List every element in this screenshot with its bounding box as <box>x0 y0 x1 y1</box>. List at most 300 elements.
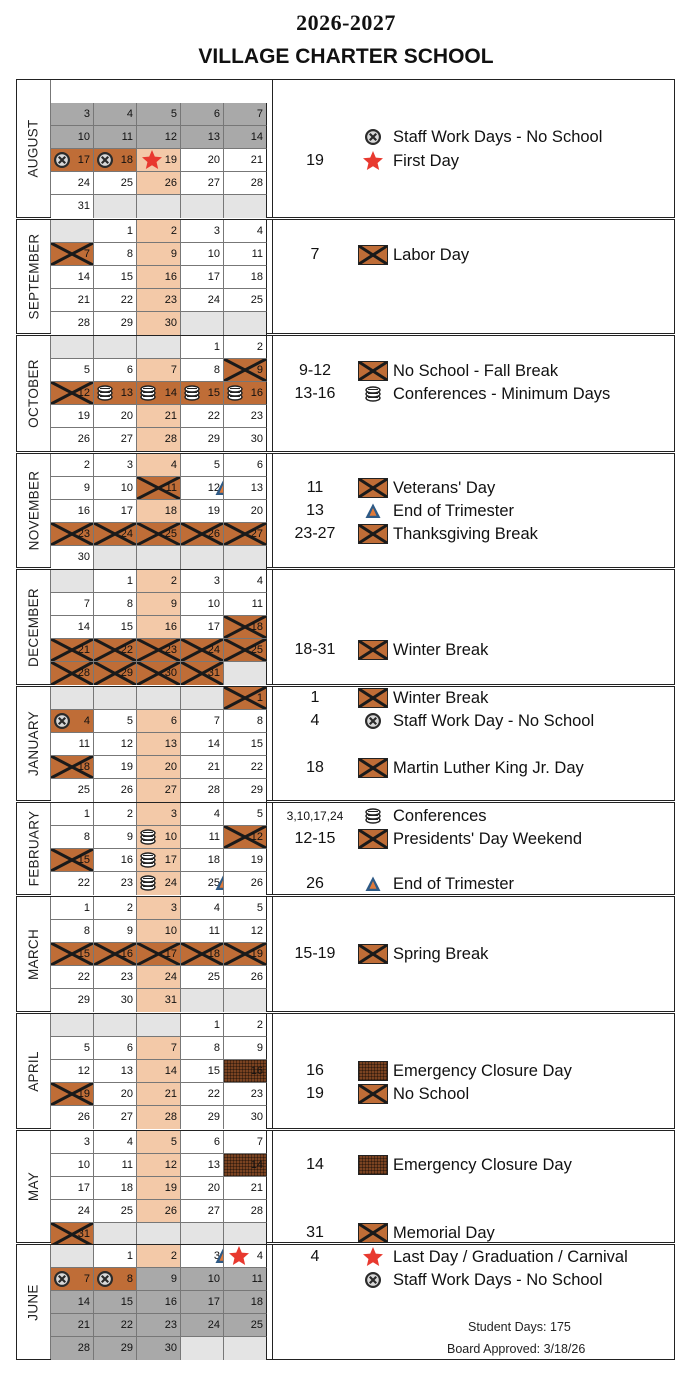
day-number: 30 <box>250 433 263 445</box>
day-cell <box>224 289 267 312</box>
day-number: 9 <box>83 482 90 494</box>
day-cell <box>224 966 267 989</box>
day-cell <box>51 1037 94 1060</box>
month-label <box>17 687 51 800</box>
event-date: 12-15 <box>294 830 336 847</box>
day-cell <box>224 336 267 359</box>
day-number: 29 <box>120 317 133 329</box>
day-number: 20 <box>207 154 220 166</box>
day-cell <box>181 710 224 733</box>
day-cell <box>94 382 137 405</box>
month-events <box>272 803 674 894</box>
event-text: Conferences - Minimum Days <box>393 384 611 403</box>
day-cell <box>181 966 224 989</box>
day-number: 30 <box>77 551 90 563</box>
day-cell <box>94 897 137 920</box>
day-number: 21 <box>77 294 90 306</box>
day-number: 25 <box>250 1319 263 1331</box>
conferences-icon <box>139 828 157 849</box>
week-row <box>51 1060 267 1083</box>
day-number: 14 <box>164 387 177 399</box>
day-cell <box>181 172 224 195</box>
day-cell <box>137 989 181 1012</box>
empty-day-cell <box>181 195 224 218</box>
day-cell <box>94 103 137 126</box>
day-cell <box>224 920 267 943</box>
day-cell <box>181 1200 224 1223</box>
no-school-icon <box>357 639 389 661</box>
day-number: 10 <box>207 1273 220 1285</box>
day-number: 13 <box>250 482 263 494</box>
week-row <box>51 382 267 405</box>
day-cell <box>181 405 224 428</box>
month-events <box>272 220 674 333</box>
day-number: 25 <box>250 644 263 656</box>
day-cell <box>94 710 137 733</box>
week-row <box>51 639 267 662</box>
day-number: 2 <box>170 225 177 237</box>
month-label <box>17 454 51 567</box>
day-cell <box>51 1154 94 1177</box>
empty-day-cell <box>51 1245 94 1268</box>
day-cell <box>137 149 181 172</box>
day-number: 3 <box>213 575 220 587</box>
event-text: Presidents' Day Weekend <box>393 829 583 848</box>
day-cell <box>137 126 181 149</box>
day-number: 3 <box>213 225 220 237</box>
day-number: 1 <box>126 575 133 587</box>
day-number: 10 <box>77 1159 90 1171</box>
day-cell <box>137 454 181 477</box>
day-number: 14 <box>250 131 263 143</box>
event-text: No School <box>393 1084 470 1103</box>
month-grid <box>51 897 267 1012</box>
day-number: 7 <box>83 1273 90 1285</box>
event-text: Veterans' Day <box>393 478 496 497</box>
day-number: 24 <box>164 971 177 983</box>
day-number: 1 <box>213 341 220 353</box>
day-number: 19 <box>250 854 263 866</box>
day-number: 16 <box>164 621 177 633</box>
day-cell <box>51 126 94 149</box>
day-cell <box>137 289 181 312</box>
day-number: 11 <box>251 248 263 260</box>
month-grid <box>51 454 267 569</box>
day-number: 31 <box>164 994 177 1006</box>
day-cell <box>137 477 181 500</box>
event-date: 31 <box>306 1224 324 1241</box>
conferences-icon <box>139 384 157 405</box>
month-grid <box>51 687 267 802</box>
day-number: 16 <box>164 271 177 283</box>
day-number: 12 <box>77 387 90 399</box>
day-number: 25 <box>120 1205 133 1217</box>
no-school-icon <box>357 1083 389 1105</box>
day-number: 24 <box>207 294 220 306</box>
day-cell <box>181 359 224 382</box>
month-name: FEBRUARY <box>26 810 42 887</box>
week-row <box>51 616 267 639</box>
day-number: 1 <box>126 1250 133 1262</box>
day-cell <box>181 1037 224 1060</box>
empty-day-cell <box>181 1337 224 1360</box>
conferences-icon <box>226 384 244 405</box>
week-row <box>51 756 267 779</box>
day-cell <box>51 359 94 382</box>
day-number: 29 <box>120 1342 133 1354</box>
day-number: 23 <box>77 528 90 540</box>
day-number: 28 <box>250 177 263 189</box>
month-august <box>16 79 675 218</box>
event-row <box>273 477 495 499</box>
day-number: 4 <box>126 1136 133 1148</box>
day-cell <box>137 710 181 733</box>
day-number: 11 <box>121 1159 133 1171</box>
day-number: 10 <box>164 925 177 937</box>
day-cell <box>224 593 267 616</box>
day-number: 29 <box>250 784 263 796</box>
day-cell <box>224 826 267 849</box>
week-row <box>51 943 267 966</box>
month-name: SEPTEMBER <box>26 233 41 320</box>
star-icon <box>228 1245 250 1268</box>
month-label <box>17 570 51 684</box>
day-cell <box>94 616 137 639</box>
event-text: Spring Break <box>393 944 489 963</box>
event-row <box>273 828 582 850</box>
day-cell <box>51 149 94 172</box>
day-number: 15 <box>207 387 220 399</box>
event-row <box>273 1246 628 1268</box>
day-cell <box>137 359 181 382</box>
month-december <box>16 569 675 685</box>
day-cell <box>137 639 181 662</box>
day-cell <box>224 1245 267 1268</box>
event-text: Thanksgiving Break <box>393 524 538 543</box>
month-label <box>17 1245 51 1359</box>
day-cell <box>181 639 224 662</box>
day-cell <box>137 570 181 593</box>
day-cell <box>94 243 137 266</box>
month-january <box>16 686 675 801</box>
day-cell <box>137 243 181 266</box>
day-cell <box>94 593 137 616</box>
day-number: 12 <box>77 1065 90 1077</box>
day-number: 24 <box>164 877 177 889</box>
event-date: 9-12 <box>298 362 332 379</box>
day-cell <box>224 943 267 966</box>
event-row <box>273 1083 469 1105</box>
day-number: 10 <box>164 831 177 843</box>
month-name: DECEMBER <box>26 587 42 667</box>
month-grid <box>51 803 267 895</box>
empty-day-cell <box>181 546 224 569</box>
empty-day-cell <box>51 687 94 710</box>
day-number: 23 <box>164 644 177 656</box>
day-cell <box>51 1060 94 1083</box>
day-cell <box>51 1083 94 1106</box>
day-number: 17 <box>164 948 177 960</box>
day-number: 23 <box>164 1319 177 1331</box>
day-cell <box>51 195 94 218</box>
day-cell <box>51 1200 94 1223</box>
week-row <box>51 803 267 826</box>
day-cell <box>224 1037 267 1060</box>
week-row <box>51 1291 267 1314</box>
day-number: 28 <box>207 784 220 796</box>
day-cell <box>51 428 94 451</box>
day-cell <box>224 220 267 243</box>
day-cell <box>51 1314 94 1337</box>
day-number: 7 <box>256 108 263 120</box>
day-cell <box>94 1337 137 1360</box>
day-cell <box>181 1083 224 1106</box>
day-cell <box>51 710 94 733</box>
month-grid <box>51 1014 267 1129</box>
day-number: 31 <box>77 1228 90 1240</box>
day-cell <box>94 1154 137 1177</box>
day-cell <box>181 454 224 477</box>
day-number: 20 <box>250 505 263 517</box>
day-cell <box>137 1106 181 1129</box>
end-of-trimester-icon <box>357 500 389 522</box>
staff-work-day-icon <box>96 1270 114 1291</box>
no-school-icon <box>357 687 389 709</box>
day-number: 14 <box>77 271 90 283</box>
day-cell <box>94 989 137 1012</box>
day-number: 24 <box>77 177 90 189</box>
day-number: 2 <box>170 575 177 587</box>
day-number: 8 <box>126 598 133 610</box>
day-number: 27 <box>164 784 177 796</box>
day-number: 25 <box>250 294 263 306</box>
day-cell <box>181 872 224 895</box>
day-number: 28 <box>164 1111 177 1123</box>
no-school-icon <box>357 943 389 965</box>
conferences-icon <box>183 384 201 405</box>
week-row <box>51 172 267 195</box>
day-cell <box>94 1037 137 1060</box>
day-number: 6 <box>126 364 133 376</box>
month-label <box>17 220 51 333</box>
day-number: 18 <box>164 505 177 517</box>
event-text: Emergency Closure Day <box>393 1155 572 1174</box>
day-cell <box>181 149 224 172</box>
day-number: 19 <box>250 948 263 960</box>
day-number: 19 <box>164 154 177 166</box>
day-cell <box>137 1083 181 1106</box>
day-cell <box>94 405 137 428</box>
day-cell <box>224 1154 267 1177</box>
event-row <box>273 1060 572 1082</box>
week-row <box>51 195 267 218</box>
day-number: 14 <box>250 1159 263 1171</box>
day-number: 4 <box>170 459 177 471</box>
day-cell <box>51 382 94 405</box>
day-cell <box>137 1268 181 1291</box>
day-number: 28 <box>77 667 90 679</box>
empty-day-cell <box>51 1014 94 1037</box>
empty-day-cell <box>94 1223 137 1246</box>
week-row <box>51 359 267 382</box>
week-row <box>51 1083 267 1106</box>
day-number: 4 <box>213 808 220 820</box>
day-number: 9 <box>170 598 177 610</box>
day-number: 10 <box>207 248 220 260</box>
event-text: End of Trimester <box>393 501 515 520</box>
end-of-trimester-icon <box>214 874 224 895</box>
day-cell <box>51 779 94 802</box>
day-cell <box>51 989 94 1012</box>
day-number: 15 <box>120 271 133 283</box>
day-cell <box>137 1314 181 1337</box>
week-row <box>51 1314 267 1337</box>
day-number: 19 <box>164 1182 177 1194</box>
day-number: 20 <box>120 1088 133 1100</box>
day-cell <box>181 1060 224 1083</box>
event-text: First Day <box>393 151 459 170</box>
empty-day-cell <box>181 312 224 335</box>
day-cell <box>224 779 267 802</box>
day-number: 17 <box>207 271 220 283</box>
day-cell <box>94 920 137 943</box>
week-row <box>51 428 267 451</box>
day-number: 24 <box>207 644 220 656</box>
day-number: 21 <box>207 761 220 773</box>
day-number: 3 <box>170 902 177 914</box>
day-number: 19 <box>207 505 220 517</box>
day-number: 26 <box>250 971 263 983</box>
day-cell <box>224 477 267 500</box>
day-cell <box>181 779 224 802</box>
day-number: 29 <box>207 1111 220 1123</box>
day-number: 7 <box>256 1136 263 1148</box>
day-number: 23 <box>120 971 133 983</box>
day-cell <box>51 1291 94 1314</box>
day-number: 4 <box>126 108 133 120</box>
end-of-trimester-icon <box>357 873 389 895</box>
day-number: 15 <box>207 1065 220 1077</box>
day-cell <box>137 1291 181 1314</box>
day-number: 31 <box>207 667 220 679</box>
week-row <box>51 826 267 849</box>
day-cell <box>94 312 137 335</box>
day-cell <box>181 220 224 243</box>
day-number: 27 <box>207 1205 220 1217</box>
day-number: 23 <box>164 294 177 306</box>
day-cell <box>94 803 137 826</box>
day-number: 2 <box>256 1019 263 1031</box>
day-cell <box>51 662 94 685</box>
day-number: 24 <box>207 1319 220 1331</box>
week-row <box>51 243 267 266</box>
month-label <box>17 1014 51 1128</box>
empty-day-cell <box>137 336 181 359</box>
month-october <box>16 335 675 452</box>
day-cell <box>51 1268 94 1291</box>
day-cell <box>137 405 181 428</box>
no-school-icon <box>357 244 389 266</box>
event-date: 4 <box>310 712 320 729</box>
empty-day-cell <box>94 336 137 359</box>
day-number: 19 <box>120 761 133 773</box>
month-events <box>272 80 674 217</box>
day-cell <box>181 477 224 500</box>
day-number: 8 <box>83 925 90 937</box>
day-number: 5 <box>256 902 263 914</box>
star-icon <box>357 1246 389 1268</box>
day-number: 22 <box>77 971 90 983</box>
event-row <box>273 500 514 522</box>
day-cell <box>224 733 267 756</box>
day-cell <box>94 826 137 849</box>
day-cell <box>137 172 181 195</box>
day-number: 22 <box>120 644 133 656</box>
day-cell <box>94 523 137 546</box>
day-number: 14 <box>77 1296 90 1308</box>
day-number: 21 <box>77 1319 90 1331</box>
day-number: 4 <box>256 575 263 587</box>
event-date: 3,10,17,24 <box>286 809 344 823</box>
conferences-icon <box>139 851 157 872</box>
day-number: 1 <box>213 1019 220 1031</box>
day-number: 30 <box>164 317 177 329</box>
day-cell <box>181 243 224 266</box>
day-number: 25 <box>120 177 133 189</box>
day-cell <box>224 616 267 639</box>
day-number: 16 <box>120 854 133 866</box>
month-label <box>17 803 51 894</box>
day-cell <box>137 312 181 335</box>
day-number: 23 <box>250 410 263 422</box>
staff-work-day-icon <box>357 1269 389 1291</box>
day-number: 15 <box>77 854 90 866</box>
day-number: 24 <box>77 1205 90 1217</box>
day-number: 21 <box>77 644 90 656</box>
week-row <box>51 336 267 359</box>
event-date: 19 <box>306 152 324 169</box>
day-number: 22 <box>250 761 263 773</box>
month-label <box>17 80 51 217</box>
empty-day-cell <box>224 312 267 335</box>
month-name: OCTOBER <box>26 359 41 428</box>
day-cell <box>224 1291 267 1314</box>
no-school-icon <box>357 828 389 850</box>
day-number: 3 <box>83 1136 90 1148</box>
day-cell <box>224 756 267 779</box>
day-cell <box>137 872 181 895</box>
day-number: 11 <box>121 131 133 143</box>
week-row <box>51 477 267 500</box>
event-date: 7 <box>310 246 320 263</box>
day-cell <box>94 570 137 593</box>
day-number: 30 <box>250 1111 263 1123</box>
empty-day-cell <box>224 195 267 218</box>
day-cell <box>94 477 137 500</box>
day-number: 5 <box>126 715 133 727</box>
empty-day-cell <box>181 989 224 1012</box>
day-number: 9 <box>126 925 133 937</box>
day-number: 1 <box>126 225 133 237</box>
event-row <box>273 639 488 661</box>
end-of-trimester-icon <box>214 479 224 500</box>
month-name: MAY <box>26 1171 41 1202</box>
day-number: 26 <box>250 877 263 889</box>
event-row <box>273 1222 495 1244</box>
month-events <box>272 897 674 1011</box>
day-cell <box>181 126 224 149</box>
day-number: 13 <box>120 387 133 399</box>
